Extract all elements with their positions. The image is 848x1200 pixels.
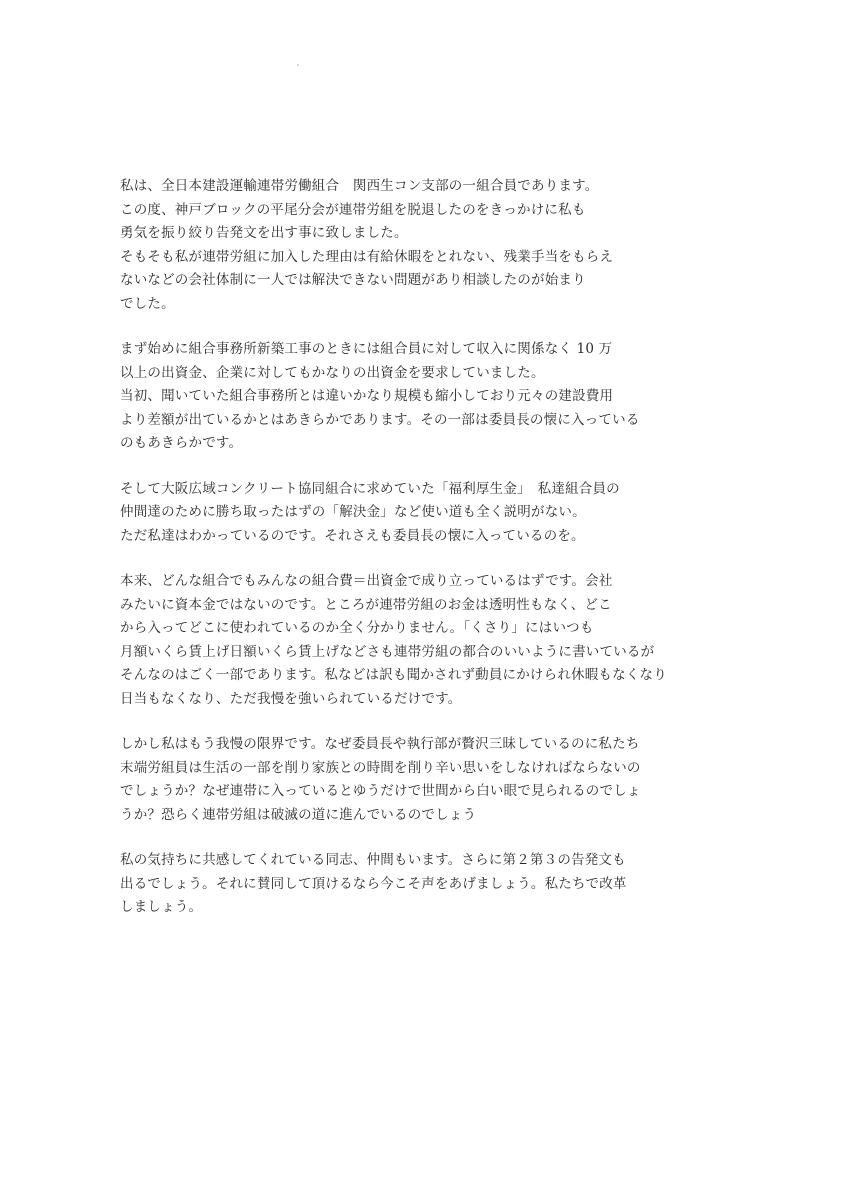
text-line: 出るでしょう。それに賛同して頂けるなら今こそ声をあげましょう。私たちで改革: [120, 875, 627, 892]
text-line: から入ってどこに使われているのか全く分かりません。「くさり」にはいつも: [120, 620, 594, 636]
letter-body: [120, 175, 760, 942]
text-line: より差額が出ているかとはあきらかであります。その一部は委員長の懐に入っている: [120, 411, 640, 428]
text-line: そもそも私が連帯労組に加入した理由は有給休暇をとれない、残業手当をもらえ: [120, 248, 614, 265]
text-line: この度、神戸ブロックの平尾分会が連帯労組を脱退したのをきっかけに私も: [120, 201, 586, 218]
text-line: のもあきらかです。: [120, 435, 243, 451]
text-line: ないなどの会社体制に一人では解決できない問題があり相談したのが始まり: [120, 272, 586, 288]
text-line: 仲間達のために勝ち取ったはずの「解決金」など使い道も全く説明がない。: [120, 504, 586, 520]
text-line: うか？恐らく連帯労組は破滅の道に進んでいるのでしょう: [120, 806, 477, 823]
text-line: 私の気持ちに共感してくれている同志、仲間もいます。さらに第２第３の告発文も: [120, 852, 626, 868]
scan-speck: [297, 64, 299, 66]
text-line: 以上の出資金、企業に対してもかなりの出資金を要求していました。: [120, 364, 545, 381]
paragraph-union-dues: [120, 570, 760, 711]
text-line: まず始めに組合事務所新築工事のときには組合員に対して収入に関係なく 10 万: [120, 341, 613, 357]
paragraph-limit: [120, 733, 760, 827]
text-line: そして大阪広域コンクリート協同組合に求めていた「福利厚生金」 私達組合員の: [120, 480, 620, 497]
text-line: 私は、全日本建設運輸連帯労働組合 関西生コン支部の一組合員であります。: [120, 178, 599, 194]
paragraph-welfare-fund: [120, 478, 760, 549]
text-line: しましょう。: [120, 899, 203, 915]
text-line: そんなのはごく一部であります。私などは訳も聞かされず動員にかけられ休暇もなくなり: [120, 667, 667, 683]
text-line: 当初、聞いていた組合事務所とは違いかなり規模も縮小しており元々の建設費用: [120, 388, 614, 404]
text-line: みたいに資本金ではないのです。ところが連帯労組のお金は透明性もなく、どこ: [120, 596, 612, 613]
paragraph-office-construction: [120, 338, 760, 456]
text-line: しかし私はもう我慢の限界です。なぜ委員長や執行部が贅沢三昧しているのに私たち: [120, 736, 640, 752]
text-line: でした。: [120, 295, 175, 312]
paragraph-intro: [120, 175, 760, 316]
text-line: 勇気を振り絞り告発文を出す事に致しました。: [120, 225, 408, 241]
text-line: 月額いくら賃上げ日額いくら賃上げなどさも連帯労組の都合のいいように書いているが: [120, 643, 655, 660]
text-line: 本来、どんな組合でもみんなの組合費＝出資金で成り立っているはずです。会社: [120, 573, 613, 589]
paragraph-closing: [120, 849, 760, 920]
text-line: 末端労組員は生活の一部を削り家族との時間を削り辛い思いをしなければならないの: [120, 759, 641, 776]
text-line: ただ私達はわかっているのです。それさえも委員長の懐に入っているのを。: [120, 527, 585, 544]
text-line: 日当もなくなり、ただ我慢を強いられているだけです。: [120, 690, 462, 707]
text-line: でしょうか？なぜ連帯に入っているとゆうだけで世間から白い眼で見られるのでしょ: [120, 783, 641, 799]
